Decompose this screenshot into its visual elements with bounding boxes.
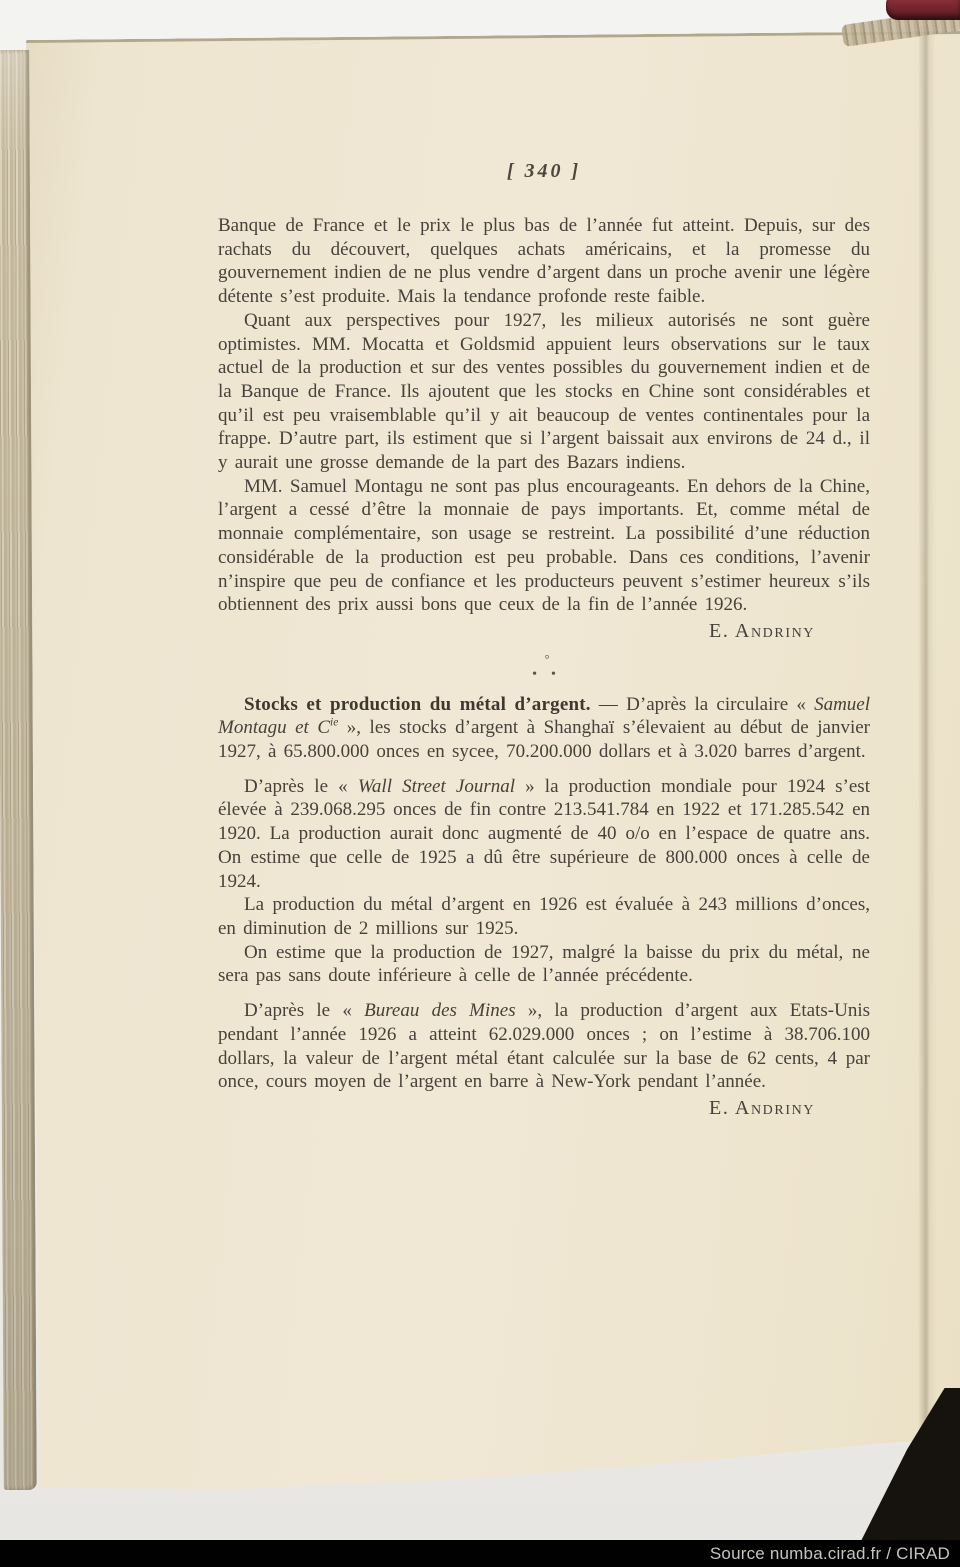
article-body — [218, 214, 870, 1121]
text-segment: », les stocks d’argent à Shanghaï s’élevaient au début de janvier 1927, à 65.800.000 onces en sycee, 70.200.000 dollars et à 3.020 barres d’argent. — [218, 717, 871, 763]
text-segment-bold: Stocks et production du métal d’argent. — [244, 693, 591, 715]
paragraph — [218, 309, 870, 475]
text-segment-italic-sup: ie — [330, 717, 339, 730]
author-signature: E. Andriny — [709, 1096, 815, 1119]
separator-dots: • • — [532, 666, 556, 682]
gutter-crease — [918, 26, 936, 1541]
text-segment: Quant aux perspectives pour 1927, les milieux autorisés ne sont guère optimistes. MM. Mocatta et Goldsmid appuient leurs observations sur le taux actuel de la production et sur des ventes possibles du gouvernement indien et de la Banque de France. Ils ajoutent que les stocks en Chine sont considérables et qu’il est peu vraisemblable qu’il y ait beaucoup de ventes continentales pour la frappe. D’autre part, ils estiment que si l’argent baissait aux environs de 24 d., il y aurait une grosse demande de la part des Bazars indiens. — [218, 309, 870, 474]
source-bar — [0, 1540, 960, 1567]
source-credit: Source numba.cirad.fr / CIRAD — [709, 1543, 950, 1563]
text-segment: On estime que la production de 1927, malgré la baisse du prix du métal, ne sera pas sans doute inférieure à celle de l’année précédente. — [218, 941, 870, 987]
paragraph — [218, 693, 870, 764]
text-segment-italic: Samuel Montagu et C — [218, 693, 870, 739]
text-segment: Banque de France et le prix le plus bas de l’année fut atteint. Depuis, sur des rachats du découvert, quelques achats américains, et la promesse du gouvernement indien de ne plus vendre d’argent dans un proche avenir une légère détente s’est produite. Mais la tendance profonde reste faible. — [218, 215, 870, 308]
paragraph — [218, 999, 870, 1094]
paragraph — [218, 775, 870, 894]
paragraph — [218, 214, 870, 309]
text-segment-italic: Bureau des Mines — [364, 1000, 516, 1022]
text-segment-italic: Wall Street Journal — [357, 775, 515, 797]
paragraph — [218, 475, 870, 617]
text-segment: MM. Samuel Montagu ne sont pas plus encourageants. En dehors de la Chine, l’argent a cessé d’être la monnaie de pays importants. Et, comme métal de monnaie complémentaire, son usage se restreint. La possibilité d’une réduction considérable de la production est peu probable. Dans ces conditions, l’avenir n’inspire que peu de confiance et les producteurs peuvent s’estimer heureux s’ils obtiennent des prix aussi bons que ceux de la fin de l’année 1926. — [218, 475, 870, 616]
author-signature: E. Andriny — [709, 619, 815, 642]
separator-circle: ° — [544, 651, 550, 666]
text-segment: D’après le « — [244, 775, 358, 797]
asterism-separator — [218, 653, 870, 682]
text-segment: » la production mondiale pour 1924 s’est élevée à 239.068.295 onces de fin contre 213.541.784 en 1922 et 171.285.542 en 1920. La production aurait donc augmenté de 40 o/o en l’espace de quatre ans. On estime que celle de 1925 a dû être supérieure de 800.000 onces à celle de 1924. — [218, 775, 870, 892]
text-segment: La production du métal d’argent en 1926 est évaluée à 243 millions d’onces, en diminution de 2 millions sur 1925. — [218, 894, 870, 939]
page-number: [ 340 ] — [506, 160, 582, 182]
paragraph — [218, 941, 870, 988]
text-segment: », la production d’argent aux Etats-Unis pendant l’année 1926 a atteint 62.029.000 onces ; on l’estime à 38.706.100 dollars, la valeur de l’argent métal étant calculée sur la base de 62 cents, 4 par once, cours moyen de l’argent en barre à New-York pendant l’année. — [218, 1000, 870, 1093]
text-segment: D’après le « — [244, 1000, 365, 1022]
paragraph — [218, 893, 870, 940]
text-block — [218, 158, 870, 1122]
headband-red — [886, 0, 960, 20]
text-segment: — D’après la circulaire « — [590, 693, 815, 715]
